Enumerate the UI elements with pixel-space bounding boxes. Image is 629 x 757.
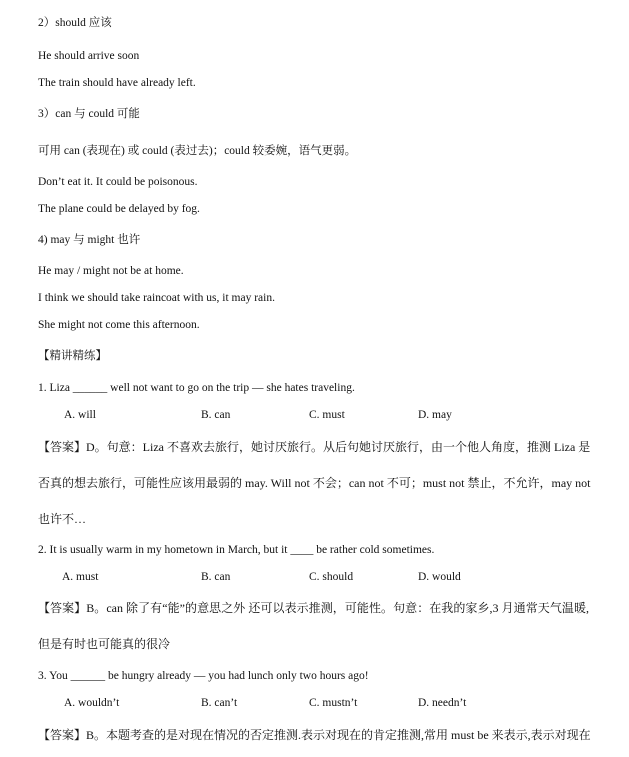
- section2-example-1: He should arrive soon: [38, 50, 140, 62]
- question-3-option-c: C. mustn’t: [309, 697, 358, 709]
- question-3-option-a: A. wouldn’t: [64, 697, 120, 709]
- question-3-option-b: B. can’t: [201, 697, 238, 709]
- section2-example-2: The train should have already left.: [38, 77, 196, 89]
- question-3-stem: 3. You ______ be hungry already — you had lunch only two hours ago!: [38, 670, 369, 682]
- question-1-option-c: C. must: [309, 409, 345, 421]
- section3-example-2: The plane could be delayed by fog.: [38, 203, 200, 215]
- question-2-option-d: D. would: [418, 571, 461, 583]
- section3-example-1: Don’t eat it. It could be poisonous.: [38, 176, 198, 188]
- question-1-option-d: D. may: [418, 409, 452, 421]
- practice-title: 【精讲精练】: [38, 350, 107, 362]
- question-1-answer-line-3: 也许不…: [38, 512, 87, 526]
- section4-example-1: He may / might not be at home.: [38, 265, 184, 277]
- question-2-option-a: A. must: [62, 571, 99, 583]
- question-3-option-d: D. needn’t: [418, 697, 467, 709]
- question-1-answer-line-2: 否真的想去旅行，可能性应该用最弱的 may. Will not 不会；can not 不可；must not 禁止，不允许，may not: [38, 476, 591, 490]
- question-2-option-b: B. can: [201, 571, 231, 583]
- question-2-answer-line-2: 但是有时也可能真的很冷: [38, 637, 171, 651]
- question-1-answer-line-1: 【答案】D。句意：Liza 不喜欢去旅行，她讨厌旅行。从后句她讨厌旅行，由一个他人角度，推测 Liza 是: [38, 440, 591, 454]
- question-2-option-c: C. should: [309, 571, 354, 583]
- question-1-stem: 1. Liza ______ well not want to go on the trip — she hates traveling.: [38, 382, 355, 394]
- question-3-answer-line-1: 【答案】B。本题考查的是对现在情况的否定推测.表示对现在的肯定推测,常用 must be 来表示,表示对现在: [38, 728, 591, 742]
- section4-heading: 4) may 与 might 也许: [38, 234, 141, 246]
- question-1-option-a: A. will: [64, 409, 96, 421]
- section4-example-3: She might not come this afternoon.: [38, 319, 200, 331]
- question-2-answer-line-1: 【答案】B。can 除了有“能”的意思之外 还可以表示推测，可能性。句意：在我的家乡,3 月通常天气温暖,: [38, 601, 589, 615]
- section4-example-2: I think we should take raincoat with us, it may rain.: [38, 292, 275, 304]
- question-2-stem: 2. It is usually warm in my hometown in March, but it ____ be rather cold sometimes.: [38, 544, 435, 556]
- section3-note: 可用 can (表现在) 或 could (表过去)；could 较委婉，语气更弱。: [38, 145, 357, 157]
- section3-heading: 3）can 与 could 可能: [38, 108, 140, 120]
- question-1-option-b: B. can: [201, 409, 231, 421]
- section2-heading: 2）should 应该: [38, 17, 112, 29]
